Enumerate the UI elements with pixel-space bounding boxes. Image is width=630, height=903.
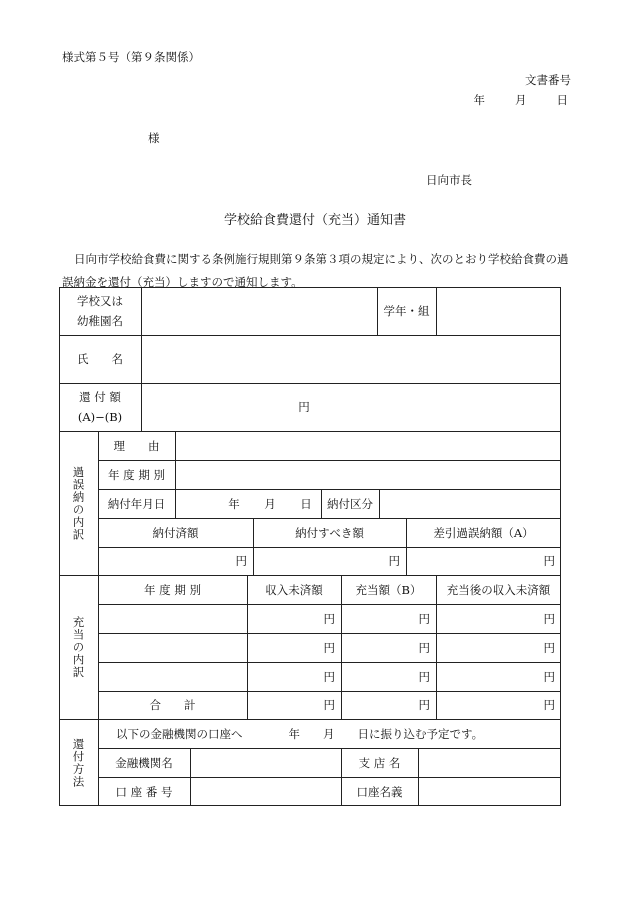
refund-amount-yen: 円 xyxy=(298,400,310,414)
body-paragraph: 日向市学校給食費に関する条例施行規則第９条第３項の規定により、次のとおり学校給食費の過誤納金を還付（充当）しますので通知します。 xyxy=(62,252,569,289)
refund-label-line2: (A)−(B) xyxy=(77,410,123,424)
row2-appropriation-yen: 円 xyxy=(418,640,430,655)
paid-amount-label: 納付済額 xyxy=(152,525,199,540)
document-number-label: 文書番号 xyxy=(525,73,571,87)
form-number: 様式第５号（第９条関係） xyxy=(62,50,200,64)
branch-name-label: 支 店 名 xyxy=(358,755,401,770)
paid-amount-yen: 円 xyxy=(235,554,247,568)
refund-method-heading: 還付方法 xyxy=(71,737,86,788)
year-category-label: 年 度 期 別 xyxy=(108,467,165,482)
payment-date-day: 日 xyxy=(300,496,312,511)
total-uncollected-yen: 円 xyxy=(323,698,335,712)
refund-amount-label xyxy=(59,383,141,431)
sender-name: 日向市長 xyxy=(426,173,472,187)
payment-date-month: 月 xyxy=(264,496,276,511)
document-title: 学校給食費還付（充当）通知書 xyxy=(223,213,406,228)
after-appropriation-header: 充当後の収入未済額 xyxy=(446,582,551,597)
date-month: 月 xyxy=(515,93,527,107)
payment-date-year: 年 xyxy=(228,496,240,511)
total-label: 合 計 xyxy=(149,698,196,712)
appropriation-amount-header: 充当額（B） xyxy=(355,582,422,597)
should-pay-yen: 円 xyxy=(388,554,400,568)
row3-uncollected-yen: 円 xyxy=(323,669,335,684)
overpayment-diff-label: 差引過誤納額（A） xyxy=(433,525,534,540)
bank-name-label: 金融機関名 xyxy=(115,755,173,770)
row2-after-yen: 円 xyxy=(543,640,555,655)
grade-class-label: 学年・組 xyxy=(383,304,430,318)
overpayment-diff-yen: 円 xyxy=(543,554,555,568)
account-number-label: 口 座 番 号 xyxy=(115,784,173,799)
school-name-label xyxy=(59,287,141,335)
row2-uncollected-yen: 円 xyxy=(323,640,335,655)
reason-label: 理 由 xyxy=(113,438,160,453)
appropriation-breakdown-heading: 充当の内訳 xyxy=(71,615,86,679)
school-label-line2: 幼稚園名 xyxy=(77,314,123,328)
bank-transfer-text: 以下の金融機関の口座へ 年 月 日に振り込む予定です。 xyxy=(116,726,484,741)
payment-type-label: 納付区分 xyxy=(327,496,373,511)
addressee-suffix: 様 xyxy=(148,131,160,145)
row3-appropriation-yen: 円 xyxy=(418,669,430,684)
row3-after-yen: 円 xyxy=(543,669,555,684)
date-year: 年 xyxy=(473,93,485,107)
should-pay-label: 納付すべき額 xyxy=(295,525,364,540)
payment-date-label: 納付年月日 xyxy=(107,496,166,511)
student-name-label: 氏 名 xyxy=(77,352,123,366)
account-holder-label: 口座名義 xyxy=(356,784,403,799)
overpay-breakdown-heading: 過誤納の内訳 xyxy=(71,465,86,541)
issue-date xyxy=(474,92,569,108)
refund-label-line1: 還 付 額 xyxy=(79,390,121,404)
total-appropriation-yen: 円 xyxy=(418,698,430,712)
school-label-line1: 学校又は xyxy=(77,294,123,308)
row1-uncollected-yen: 円 xyxy=(323,611,335,626)
notice-table xyxy=(59,287,561,806)
total-after-yen: 円 xyxy=(543,698,555,712)
row1-appropriation-yen: 円 xyxy=(418,611,430,626)
uncollected-header: 収入未済額 xyxy=(265,582,323,597)
date-day: 日 xyxy=(556,93,568,107)
appropriation-year-category-header: 年 度 期 別 xyxy=(144,582,201,597)
row1-after-yen: 円 xyxy=(543,611,555,626)
